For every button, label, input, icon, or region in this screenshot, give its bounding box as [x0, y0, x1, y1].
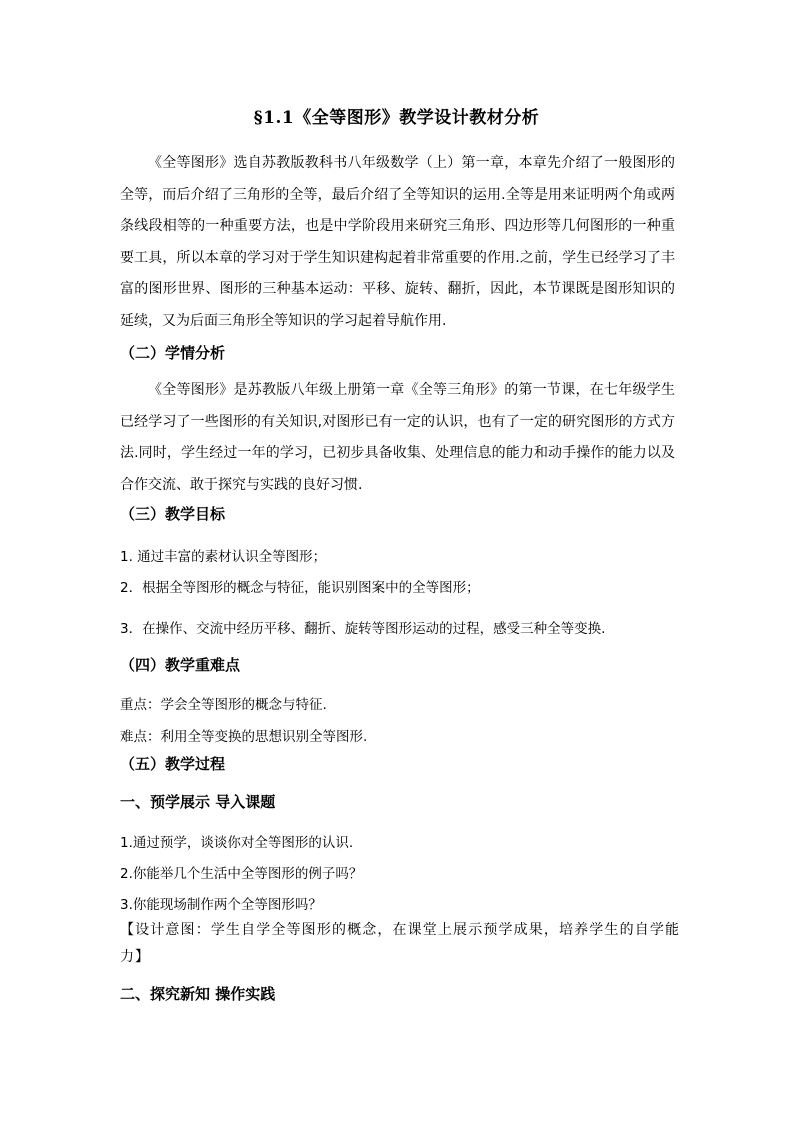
key-point: 重点：学会全等图形的概念与特征.	[120, 697, 327, 713]
page-title: §1.1《全等图形》教学设计教材分析	[253, 108, 540, 128]
objective-item-2: 2．根据全等图形的概念与特征，能识别图案中的全等图形；	[120, 580, 480, 596]
preview-item-1: 1.通过预学，谈谈你对全等图形的认识.	[120, 835, 354, 851]
section-heading-learner-analysis: （二）学情分析	[120, 344, 226, 362]
intro-paragraph: 《全等图形》选自苏教版教科书八年级数学（上）第一章，本章先介绍了一般图形的全等，而后介绍了三角形的全等，最后介绍了全等知识的运用.全等是用来证明两个角或两条线段相等的一种重要方法，也是中学阶段用来研究三角形、四边形等几何图形的一种重要工具，所以本章的学习对于学生知识建构起着非常重要的作用.之前，学生已经学习了丰富的图形世界、图形的三种基本运动：平移、旋转、翻折，因此，本节课既是图形知识的延续，又为后面三角形全等知识的学习起着导航作用.	[120, 155, 675, 329]
section-heading-objectives: （三）教学目标	[120, 505, 226, 523]
preview-item-2: 2.你能举几个生活中全等图形的例子吗？	[120, 866, 363, 882]
section-heading-key-points: （四）教学重难点	[120, 656, 241, 674]
part-heading-preview: 一、预学展示 导入课题	[120, 793, 276, 811]
section-heading-process: （五）教学过程	[120, 755, 226, 773]
objective-item-3: 3．在操作、交流中经历平移、翻折、旋转等图形运动的过程，感受三种全等变换.	[120, 621, 606, 637]
preview-item-3: 3.你能现场制作两个全等图形吗？	[120, 897, 322, 913]
design-intent-note: 【设计意图：学生自学全等图形的概念，在课堂上展示预学成果，培养学生的自学能力】	[120, 922, 680, 965]
part-heading-explore: 二、探究新知 操作实践	[120, 985, 276, 1003]
learner-analysis-paragraph: 《全等图形》是苏教版八年级上册第一章《全等三角形》的第一节课，在七年级学生已经学习了一些图形的有关知识,对图形已有一定的认识，也有了一定的研究图形的方式方法.同时，学生经过一年的学习，已初步具备收集、处理信息的能力和动手操作的能力以及合作交流、敢于探究与实践的良好习惯.	[120, 382, 675, 493]
objective-item-1: 1. 通过丰富的素材认识全等图形；	[120, 549, 327, 565]
difficult-point: 难点：利用全等变换的思想识别全等图形.	[120, 729, 368, 745]
